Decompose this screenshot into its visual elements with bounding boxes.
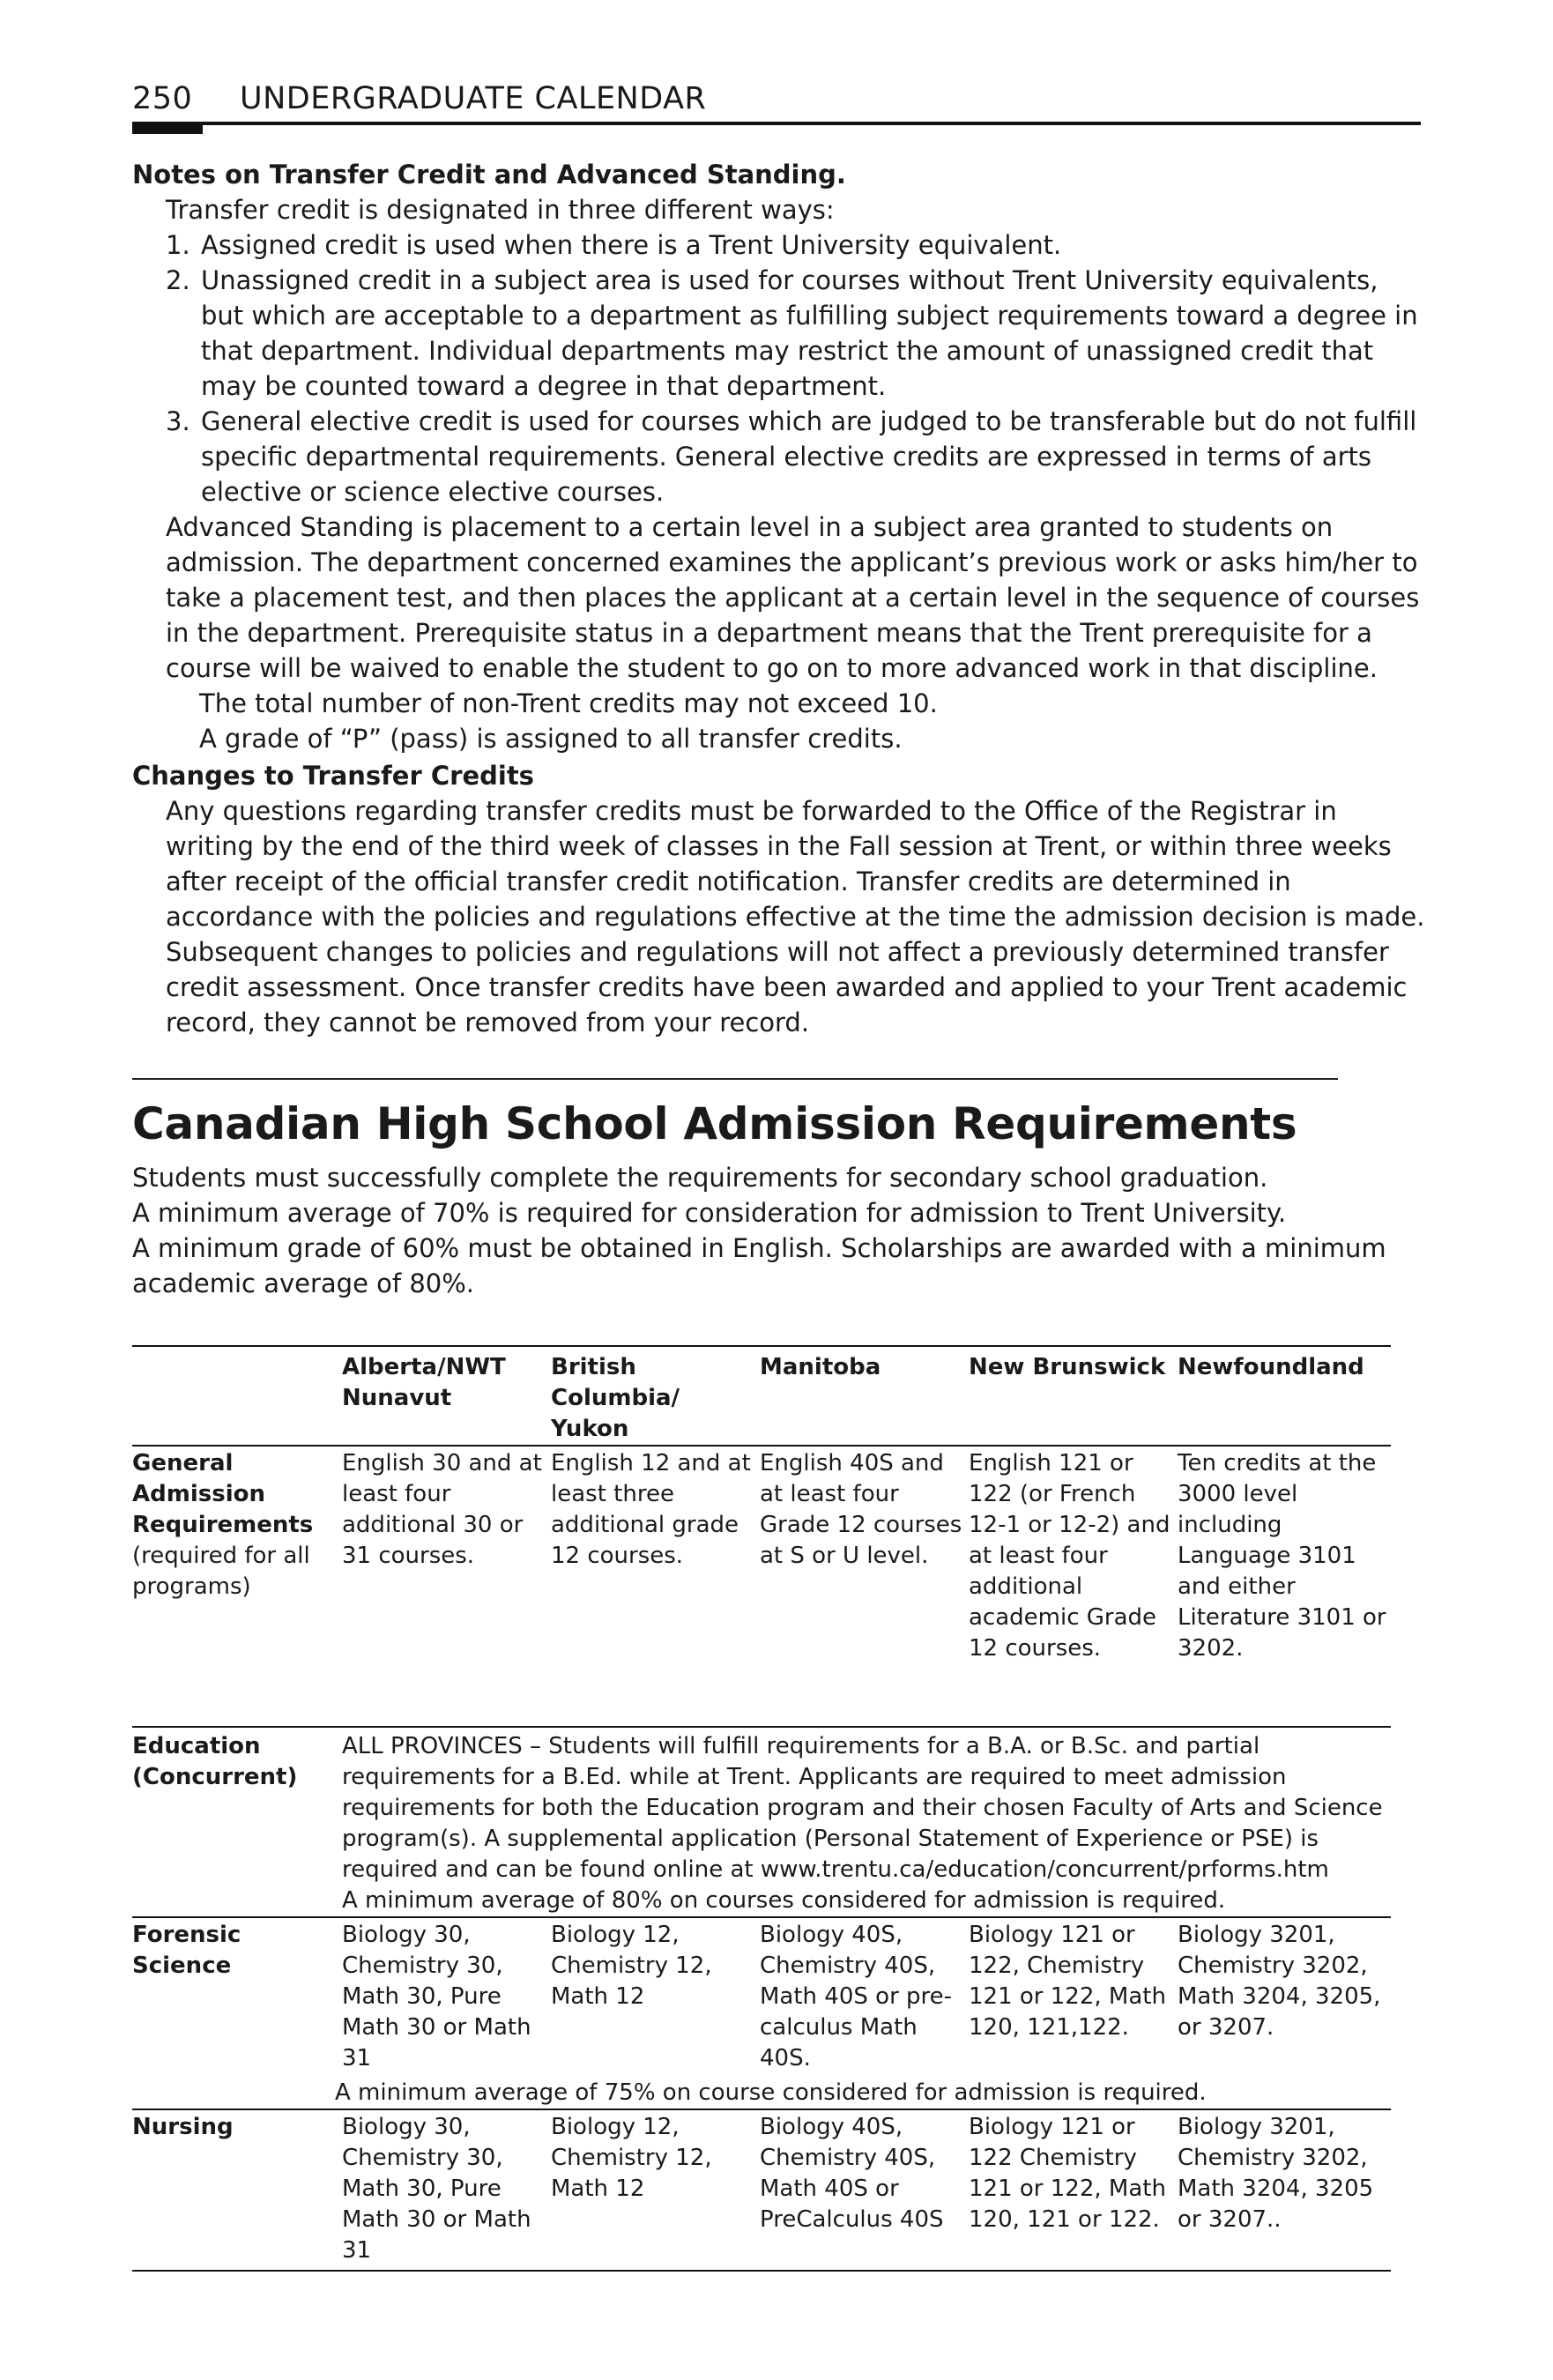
transfer-credit-section xyxy=(132,157,1428,1040)
list-text: General elective credit is used for courses which are judged to be transferable but do not fulfill specific departmental requirements. General elective credits are expressed in terms of arts elective or science elective courses. xyxy=(201,406,1417,507)
list-number: 3. xyxy=(166,406,190,436)
program-requirements-table xyxy=(132,1726,1391,2272)
list-number: 2. xyxy=(166,265,190,295)
page-header xyxy=(132,81,706,116)
column-header: Manitoba xyxy=(760,1354,881,1380)
table-cell: Ten credits at the 3000 level including Language 3101 and either Literature 3101 or 3202. xyxy=(1178,1450,1386,1662)
education-note: A minimum average of 80% on courses considered for admission is required. xyxy=(342,1887,1226,1914)
table-cell: Biology 40S, Chemistry 40S, Math 40S or pre-calculus Math 40S. xyxy=(760,1922,953,2071)
section-divider xyxy=(132,1078,1338,1080)
row-label xyxy=(132,1448,342,1664)
total-credits-note: The total number of non-Trent credits may not exceed 10. xyxy=(199,688,938,718)
admission-line: Students must successfully complete the requirements for secondary school graduation. xyxy=(132,1163,1268,1193)
forensic-note: A minimum average of 75% on course considered for admission is required. xyxy=(335,2079,1207,2106)
list-number: 1. xyxy=(166,230,190,260)
table-cell: English 121 or 122 (or French 12-1 or 12-2) and at least four additional academic Grade 12 courses. xyxy=(969,1450,1170,1662)
list-text: Unassigned credit in a subject area is used for courses without Trent University equivalents, but which are acceptable to a department as fulfilling subject requirements toward a degree in that department. Individual departments may restrict the amount of unassigned credit that may be counted toward a degree in that department. xyxy=(201,265,1418,401)
note-spacer xyxy=(132,2078,335,2109)
table-rule xyxy=(132,2270,1391,2272)
table-row-education xyxy=(132,1728,1391,1916)
table-cell: Biology 12, Chemistry 12, Math 12 xyxy=(551,1922,712,2010)
advanced-standing-paragraph: Advanced Standing is placement to a certain level in a subject area granted to students on admission. The department concerned examines the applicant’s previous work or asks him/her to take a placement test, and then places the applicant at a certain level in the sequence of courses in the department. Prerequisite status in a department means that the Trent prerequisite for a course will be waived to enable the student to go on to more advanced work in that discipline. xyxy=(166,512,1420,683)
table-cell: Biology 40S, Chemistry 40S, Math 40S or PreCalculus 40S xyxy=(760,2114,944,2233)
table-header-row xyxy=(132,1347,1391,1445)
grade-note: A grade of “P” (pass) is assigned to all transfer credits. xyxy=(199,724,903,754)
list-item xyxy=(132,404,1428,509)
table-row-forensic xyxy=(132,1918,1391,2074)
admission-line: A minimum average of 70% is required for consideration for admission to Trent University. xyxy=(132,1198,1287,1228)
row-label: Forensic Science xyxy=(132,1922,241,1979)
education-text: ALL PROVINCES – Students will fulfill requirements for a B.A. or B.Sc. and partial requirements for a B.Ed. while at Trent. Applicants are required to meet admission requirements for both the Education program and their chosen Faculty of Arts and Science program(s). A supplemental application (Personal Statement of Experience or PSE) is required and can be found online at www.trentu.ca/education/concurrent/prforms.htm xyxy=(342,1733,1383,1883)
changes-heading: Changes to Transfer Credits xyxy=(132,761,534,791)
row-label-bold: General Admission Requirements xyxy=(132,1450,314,1538)
header-tab-marker xyxy=(132,122,203,134)
table-cell-wide xyxy=(342,1731,1391,1916)
page-number: 250 xyxy=(132,81,193,116)
admission-line: A minimum grade of 60% must be obtained in English. Scholarships are awarded with a minimum academic average of 80%. xyxy=(132,1233,1386,1298)
table-row xyxy=(132,1447,1391,1664)
admission-intro xyxy=(132,1160,1428,1301)
table-cell: Biology 3201, Chemistry 3202, Math 3204, 3205, or 3207. xyxy=(1178,1922,1381,2041)
column-header: New Brunswick xyxy=(969,1354,1166,1380)
general-requirements-table xyxy=(132,1345,1391,1664)
header-rule xyxy=(132,122,1421,125)
header-title: UNDERGRADUATE CALENDAR xyxy=(240,81,707,116)
table-cell: Biology 30, Chemistry 30, Math 30, Pure Math 30 or Math 31 xyxy=(342,1922,531,2071)
column-header: Newfoundland xyxy=(1178,1354,1364,1380)
changes-paragraph: Any questions regarding transfer credits must be forwarded to the Office of the Registrar in writing by the end of the third week of classes in the Fall session at Trent, or within three weeks after receipt of the official transfer credit notification. Transfer credits are determined in accordance with the policies and regulations effective at the time the admission decision is made. Subsequent changes to policies and regulations will not affect a previously determined transfer credit assessment. Once transfer credits have been awarded and applied to your Trent academic record, they cannot be removed from your record. xyxy=(166,796,1425,1038)
notes-intro: Transfer credit is designated in three different ways: xyxy=(166,195,835,225)
notes-heading: Notes on Transfer Credit and Advanced Standing. xyxy=(132,160,846,190)
column-header: Alberta/NWT Nunavut xyxy=(342,1354,506,1411)
table-cell: Biology 121 or 122, Chemistry 121 or 122, Math 120, 121,122. xyxy=(969,1922,1166,2041)
row-label: Education (Concurrent) xyxy=(132,1733,298,1790)
table-cell: Biology 12, Chemistry 12, Math 12 xyxy=(551,2114,712,2202)
list-text: Assigned credit is used when there is a Trent University equivalent. xyxy=(201,230,1062,260)
list-item xyxy=(132,227,1428,263)
table-cell: Biology 3201, Chemistry 3202, Math 3204, 3205 or 3207.. xyxy=(1178,2114,1374,2233)
table-cell: English 40S and at least four Grade 12 courses at S or U level. xyxy=(760,1450,962,1569)
column-header: British Columbia/ Yukon xyxy=(551,1354,680,1442)
row-label: Nursing xyxy=(132,2114,234,2140)
table-cell: Biology 121 or 122 Chemistry 121 or 122, Math 120, 121 or 122. xyxy=(969,2114,1166,2233)
table-cell: English 12 and at least three additional grade 12 courses. xyxy=(551,1450,751,1569)
table-row-forensic-note xyxy=(132,2074,1391,2109)
list-item xyxy=(132,263,1428,404)
table-cell: Biology 30, Chemistry 30, Math 30, Pure Math 30 or Math 31 xyxy=(342,2114,531,2264)
table-row-nursing xyxy=(132,2110,1391,2266)
row-label-note: (required for all programs) xyxy=(132,1543,310,1600)
admission-title: Canadian High School Admission Requirements xyxy=(132,1098,1297,1149)
table-cell: English 30 and at least four additional 30 or 31 courses. xyxy=(342,1450,542,1569)
table-header-empty xyxy=(132,1352,342,1445)
